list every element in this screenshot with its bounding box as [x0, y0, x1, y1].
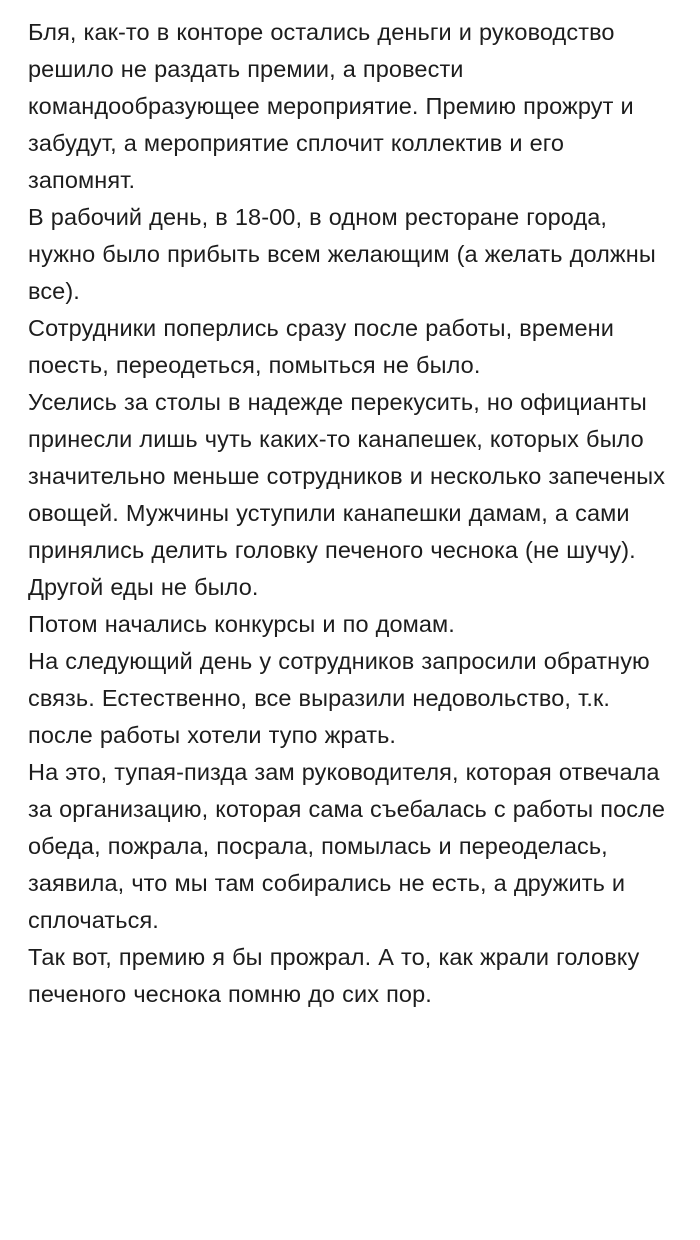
- post-paragraph: На следующий день у сотрудников запросили обратную связь. Естественно, все выразили недовольство, т.к. после работы хотели тупо жрать.: [28, 648, 650, 748]
- post-paragraph: Сотрудники поперлись сразу после работы, времени поесть, переодеться, помыться не было.: [28, 315, 614, 378]
- post-paragraph: В рабочий день, в 18-00, в одном ресторане города, нужно было прибыть всем желающим (а желать должны все).: [28, 204, 656, 304]
- post-paragraph: На это, тупая-пизда зам руководителя, которая отвечала за организацию, которая сама съебалась с работы после обеда, пожрала, посрала, помылась и переоделась, заявила, что мы там собирались не есть, а дружить и сплочаться.: [28, 759, 666, 933]
- post-paragraph: Бля, как-то в конторе остались деньги и руководство решило не раздать премии, а провести командообразующее мероприятие. Премию прожрут и забудут, а мероприятие сплочит коллектив и его запомнят.: [28, 19, 634, 193]
- post-paragraph: Потом начались конкурсы и по домам.: [28, 611, 455, 637]
- post-paragraph: Уселись за столы в надежде перекусить, но официанты принесли лишь чуть каких-то канапешек, которых было значительно меньше сотрудников и несколько запеченых овощей. Мужчины уступили канапешки дамам, а сами принялись делить головку печеного чеснока (не шучу). Другой еды не было.: [28, 389, 666, 600]
- post-paragraph: Так вот, премию я бы прожрал. А то, как жрали головку печеного чеснока помню до сих пор.: [28, 944, 640, 1007]
